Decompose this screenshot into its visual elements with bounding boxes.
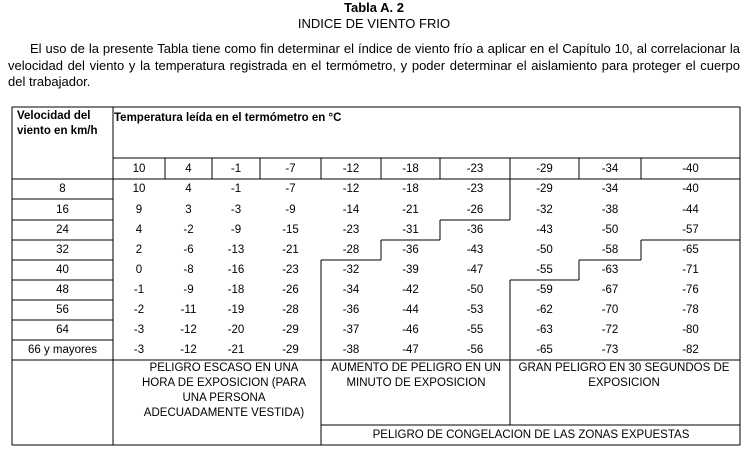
wind-chill-value: -50 [466,284,484,296]
wind-chill-value: -3 [230,203,242,216]
wind-chill-value: -34 [601,183,619,195]
wind-chill-value: -63 [601,264,619,276]
temperature-header-cell: -18 [402,162,419,175]
wind-chill-value: -34 [342,284,360,296]
wind-chill-value: -23 [342,224,360,236]
temperature-header-cell: -1 [230,162,242,175]
wind-chill-value: 4 [185,183,192,195]
wind-chill-value: -21 [282,244,299,256]
wind-chill-value: -62 [536,304,553,316]
wind-chill-value: -73 [601,344,619,356]
wind-chill-value: 4 [135,224,143,236]
wind-speed-header: Velocidad del viento en km/h [17,110,98,137]
wind-speed-cell: 40 [56,264,69,276]
wind-speed-cell: 64 [56,324,69,336]
zone-high-label: GRAN PELIGRO EN 30 SEGUNDOS DE EXPOSICION [518,362,730,389]
wind-chill-value: -65 [536,344,553,356]
wind-chill-value: -20 [227,324,245,336]
wind-speed-cell: 66 y mayores [27,344,98,356]
wind-chill-value: -12 [342,183,360,195]
wind-chill-value: -32 [342,264,360,276]
wind-chill-value: 0 [135,264,143,276]
wind-chill-value: -59 [536,284,553,296]
wind-chill-value: -1 [230,183,242,195]
wind-chill-value: -23 [282,264,299,276]
wind-chill-value: -43 [466,244,484,256]
wind-chill-value: -78 [682,304,699,316]
wind-chill-value: -29 [282,324,299,336]
wind-chill-value: 2 [135,244,143,256]
temperature-header-cell: -40 [682,162,699,175]
wind-speed-cell: 16 [56,203,69,216]
wind-chill-value: -18 [402,183,419,195]
wind-chill-value: -57 [682,224,699,236]
wind-chill-value: -63 [536,324,553,336]
wind-chill-value: 9 [135,203,143,216]
wind-chill-value: -16 [227,264,245,276]
wind-chill-value: -11 [180,304,197,316]
wind-chill-value: -6 [183,244,194,256]
wind-chill-value: -12 [180,324,197,336]
wind-chill-value: -55 [466,324,484,336]
wind-chill-value: -43 [536,224,553,236]
wind-chill-value: -46 [402,324,419,336]
wind-chill-value: -44 [402,304,419,316]
wind-chill-value: -47 [466,264,484,276]
wind-chill-value: -55 [536,264,553,276]
wind-speed-cell: 24 [56,224,69,236]
wind-chill-value: -8 [183,264,194,276]
wind-speed-cell: 56 [56,304,69,316]
wind-chill-value: -28 [342,244,360,256]
wind-chill-value: -82 [682,344,699,356]
wind-chill-value: -36 [466,224,484,236]
wind-chill-value: -40 [682,183,699,195]
wind-chill-value: -26 [466,203,484,216]
wind-chill-value: -36 [402,244,419,256]
wind-chill-value: -15 [282,224,299,236]
wind-chill-value: -2 [183,224,194,236]
temperature-header-cell: -34 [601,162,619,175]
wind-chill-value: -50 [601,224,619,236]
wind-chill-value: -3 [133,324,145,336]
wind-chill-value: -18 [227,284,245,296]
wind-chill-value: -23 [466,183,484,195]
wind-chill-value: -19 [227,304,245,316]
wind-chill-value: -42 [402,284,419,296]
wind-chill-value: -38 [342,344,360,356]
wind-chill-value: -39 [402,264,419,276]
wind-chill-value: -50 [536,244,553,256]
wind-chill-value: -58 [601,244,619,256]
wind-chill-value: -53 [466,304,484,316]
temperature-header-cell: -12 [342,162,360,175]
wind-chill-value: -72 [601,324,619,336]
wind-chill-value: -29 [282,344,299,356]
wind-chill-value: -56 [466,344,484,356]
table-title: Tabla A. 2 [344,0,404,15]
wind-speed-cell: 32 [56,244,69,256]
wind-chill-value: -9 [285,203,296,216]
temperature-header: Temperatura leída en el termómetro en °C [114,112,342,124]
wind-chill-value: -9 [183,284,194,296]
wind-chill-value: -76 [682,284,699,296]
wind-chill-value: -38 [601,203,619,216]
wind-chill-value: -28 [282,304,299,316]
wind-chill-value: -1 [133,284,145,296]
wind-chill-value: -47 [402,344,419,356]
temperature-header-cell: -23 [466,162,484,175]
wind-chill-value: -12 [180,344,197,356]
temperature-header-cell: 4 [185,162,192,175]
wind-chill-value: -31 [402,224,419,236]
wind-chill-value: 10 [132,183,146,195]
temperature-header-cell: -7 [285,162,296,175]
wind-chill-value: -70 [601,304,619,316]
wind-chill-value: -37 [342,324,360,336]
intro-text: El uso de la presente Tabla tiene como fin determinar el índice de viento frío a aplicar en el Capítulo 10, al correlacionar la velocidad del viento y la temperatura registrada en el termómetro, y poder determinar el aislamiento para proteger el cuerpo del trabajador. [8,41,740,89]
wind-chill-value: -29 [536,183,553,195]
zone-medium-label: AUMENTO DE PELIGRO EN UN MINUTO DE EXPOSICION [331,362,501,389]
wind-chill-value: -26 [282,284,299,296]
wind-chill-value: -80 [682,324,699,336]
zone-freeze-label: PELIGRO DE CONGELACION DE LAS ZONAS EXPUESTAS [372,429,690,441]
wind-chill-value: 3 [185,203,192,216]
wind-chill-value: -9 [230,224,242,236]
table-subtitle: INDICE DE VIENTO FRIO [297,16,451,31]
wind-chill-value: -65 [682,244,699,256]
wind-chill-value: -32 [536,203,553,216]
wind-chill-value: -67 [601,284,619,296]
wind-chill-value: -13 [227,244,245,256]
wind-chill-value: -3 [133,344,145,356]
wind-speed-cell: 48 [56,284,69,296]
wind-chill-value: -14 [342,203,360,216]
wind-chill-value: -44 [682,203,699,216]
wind-chill-value: -36 [342,304,360,316]
wind-chill-value: -2 [133,304,145,316]
temperature-header-cell: 10 [132,162,146,175]
zone-low-label: PELIGRO ESCASO EN UNA HORA DE EXPOSICION (PARA UNA PERSONA ADECUADAMENTE VESTIDA) [141,362,306,419]
wind-chill-value: -21 [402,203,419,216]
wind-chill-value: -71 [682,264,699,276]
wind-speed-cell: 8 [59,183,66,195]
wind-chill-value: -7 [285,183,296,195]
wind-chill-value: -21 [227,344,245,356]
temperature-header-cell: -29 [536,162,553,175]
